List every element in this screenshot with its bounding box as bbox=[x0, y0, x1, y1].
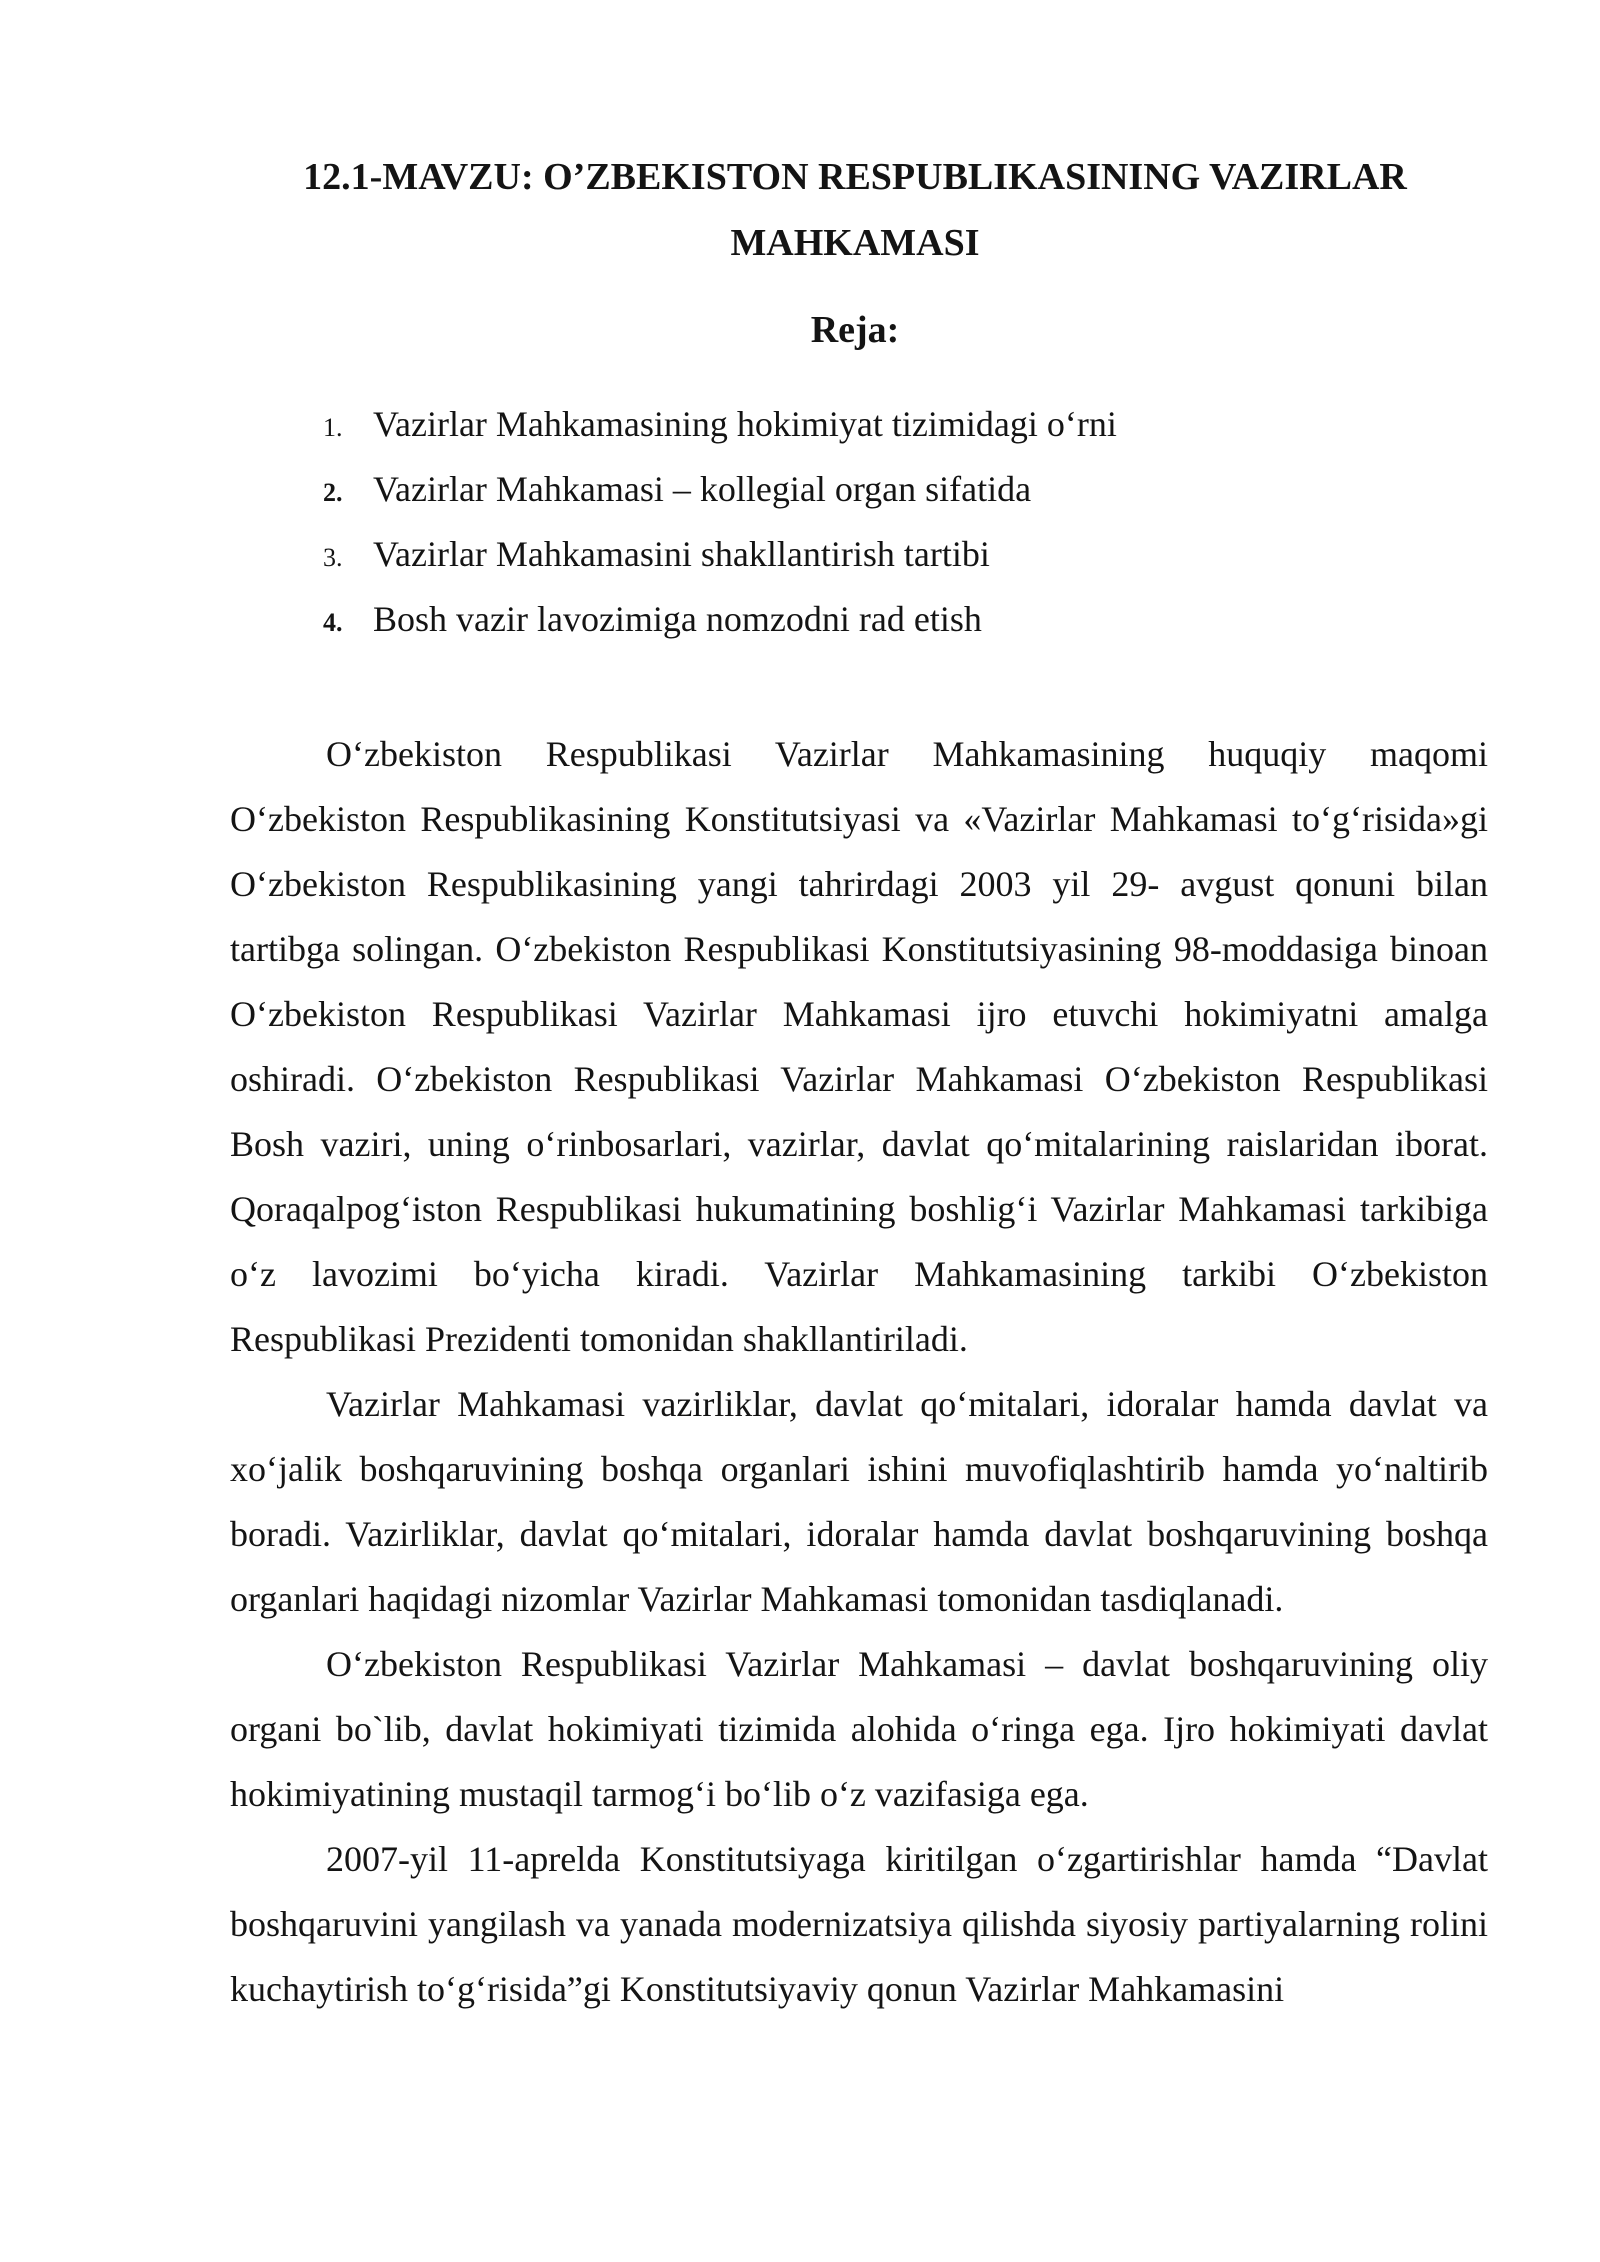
plan-item-text: Vazirlar Mahkamasini shakllantirish tartibi bbox=[373, 534, 990, 574]
plan-item-number: 2. bbox=[323, 478, 343, 507]
body-paragraph: O‘zbekiston Respublikasi Vazirlar Mahkamasi – davlat boshqaruvining oliy organi bo`lib, davlat hokimiyati tizimida alohida o‘ringa ega. Ijro hokimiyati davlat hokimiyatining mustaqil tarmog‘i bo‘lib o‘z vazifasiga ega. bbox=[230, 1644, 1488, 1814]
plan-list bbox=[323, 398, 1117, 658]
plan-item-text: Vazirlar Mahkamasi – kollegial organ sifatida bbox=[373, 469, 1032, 509]
body-paragraph: O‘zbekiston Respublikasi Vazirlar Mahkamasining huquqiy maqomi O‘zbekiston Respublikasining Konstitutsiyasi va «Vazirlar Mahkamasi to‘g‘risida»gi O‘zbekiston Respublikasining yangi tahrirdagi 2003 yil 29- avgust qonuni bilan tartibga solingan. O‘zbekiston Respublikasi Konstitutsiyasining 98-moddasiga binoan O‘zbekiston Respublikasi Vazirlar Mahkamasi ijro etuvchi hokimiyatni amalga oshiradi. O‘zbekiston Respublikasi Vazirlar Mahkamasi O‘zbekiston Respublikasi Bosh vaziri, uning o‘rinbosarlari, vazirlar, davlat qo‘mitalarining raislaridan iborat. Qoraqalpog‘iston Respublikasi hukumatining boshlig‘i Vazirlar Mahkamasi tarkibiga o‘z lavozimi bo‘yicha kiradi. Vazirlar Mahkamasining tarkibi O‘zbekiston Respublikasi Prezidenti tomonidan shakllantiriladi. bbox=[230, 734, 1488, 1359]
plan-item-number: 3. bbox=[323, 543, 343, 572]
plan-item-text: Bosh vazir lavozimiga nomzodni rad etish bbox=[373, 599, 982, 639]
plan-item bbox=[323, 593, 1117, 658]
body-paragraph: Vazirlar Mahkamasi vazirliklar, davlat qo‘mitalari, idoralar hamda davlat va xo‘jalik boshqaruvining boshqa organlari ishini muvofiqlashtirib hamda yo‘naltirib boradi. Vazirliklar, davlat qo‘mitalari, idoralar hamda davlat boshqaruvining boshqa organlari haqidagi nizomlar Vazirlar Mahkamasi tomonidan tasdiqlanadi. bbox=[230, 1384, 1488, 1619]
document-body bbox=[230, 722, 1488, 2022]
plan-heading: Reja: bbox=[810, 309, 900, 351]
title-line-2: MAHKAMASI bbox=[730, 222, 980, 264]
document-title bbox=[230, 144, 1480, 276]
plan-item-number: 1. bbox=[323, 413, 343, 442]
plan-item-number: 4. bbox=[323, 608, 343, 637]
title-line-1: 12.1-MAVZU: O’ZBEKISTON RESPUBLIKASINING VAZIRLAR bbox=[303, 156, 1407, 198]
body-paragraph: 2007-yil 11-aprelda Konstitutsiyaga kiritilgan o‘zgartirishlar hamda “Davlat boshqaruvini yangilash va yanada modernizatsiya qilishda siyosiy partiyalarning rolini kuchaytirish to‘g‘risida”gi Konstitutsiyaviy qonun Vazirlar Mahkamasini bbox=[230, 1839, 1488, 2009]
plan-item bbox=[323, 528, 1117, 593]
plan-item bbox=[323, 463, 1117, 528]
plan-item-text: Vazirlar Mahkamasining hokimiyat tizimidagi o‘rni bbox=[373, 404, 1117, 444]
plan-item bbox=[323, 398, 1117, 463]
